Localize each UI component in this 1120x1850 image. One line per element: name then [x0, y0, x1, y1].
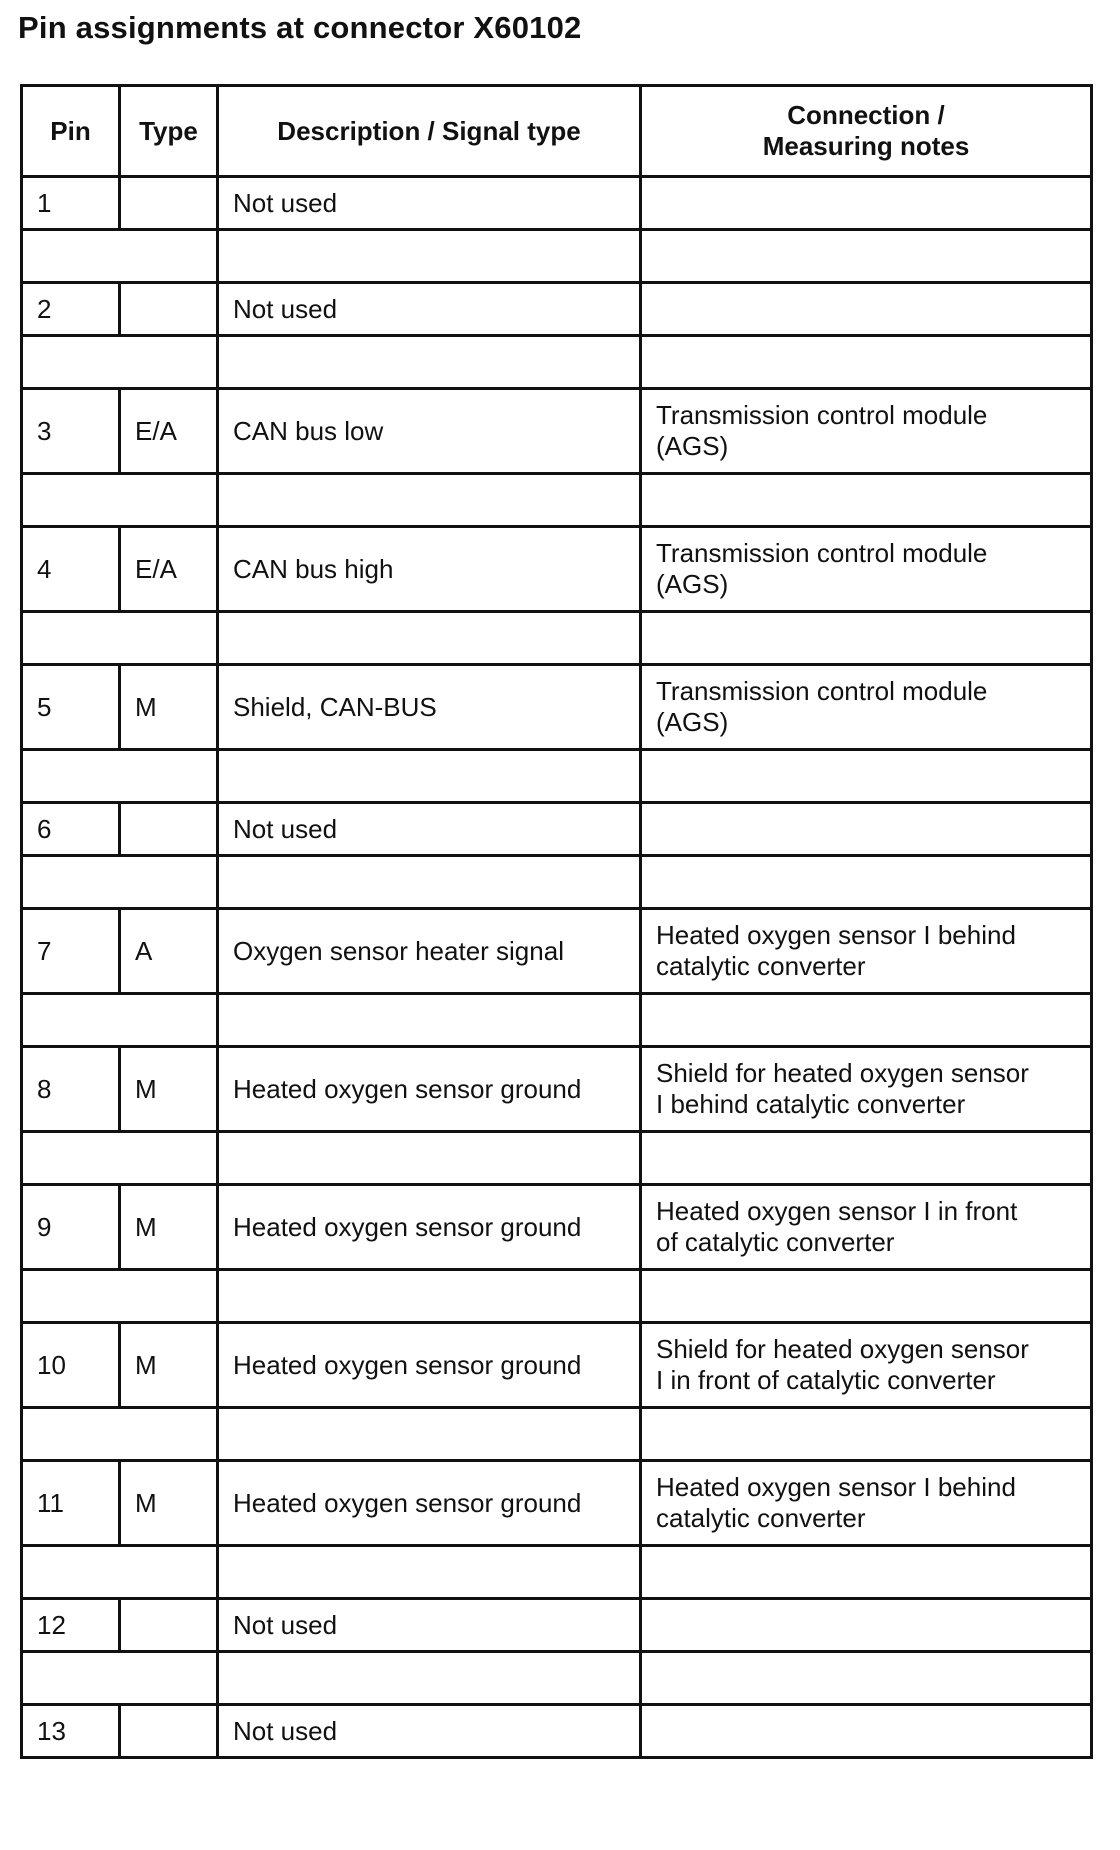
- connection-note-line: Heated oxygen sensor I behind: [656, 1472, 1016, 1502]
- type-cell: [120, 1705, 218, 1758]
- spacer-cell: [22, 750, 218, 803]
- column-header-connection-line1: Connection /: [787, 100, 945, 130]
- table-row: [22, 1705, 1092, 1758]
- spacer-cell: [22, 1132, 218, 1185]
- type-cell: M: [120, 665, 218, 750]
- connection-cell: [641, 1323, 1092, 1408]
- table-row: [22, 389, 1092, 474]
- pin-cell: 1: [22, 177, 120, 230]
- spacer-cell: [218, 1546, 641, 1599]
- connection-cell: [641, 1705, 1092, 1758]
- column-header-type: Type: [120, 86, 218, 177]
- connection-note-line: I in front of catalytic converter: [656, 1365, 996, 1395]
- type-cell: M: [120, 1323, 218, 1408]
- description-cell: Not used: [218, 1705, 641, 1758]
- spacer-row: [22, 474, 1092, 527]
- connection-note-line: (AGS): [656, 569, 729, 599]
- spacer-cell: [641, 230, 1092, 283]
- table-row: [22, 1461, 1092, 1546]
- connection-cell: [641, 1461, 1092, 1546]
- connection-note-line: Shield for heated oxygen sensor: [656, 1058, 1029, 1088]
- table-row: [22, 527, 1092, 612]
- spacer-cell: [218, 856, 641, 909]
- spacer-row: [22, 336, 1092, 389]
- spacer-row: [22, 1270, 1092, 1323]
- spacer-cell: [22, 336, 218, 389]
- column-header-connection: [641, 86, 1092, 177]
- spacer-cell: [218, 336, 641, 389]
- spacer-cell: [22, 474, 218, 527]
- table-row: [22, 1047, 1092, 1132]
- spacer-cell: [641, 856, 1092, 909]
- type-cell: M: [120, 1461, 218, 1546]
- spacer-row: [22, 1652, 1092, 1705]
- spacer-row: [22, 1132, 1092, 1185]
- table-row: [22, 803, 1092, 856]
- spacer-cell: [218, 994, 641, 1047]
- connection-cell: [641, 177, 1092, 230]
- connection-cell: [641, 389, 1092, 474]
- spacer-cell: [218, 1652, 641, 1705]
- spacer-row: [22, 856, 1092, 909]
- description-cell: Oxygen sensor heater signal: [218, 909, 641, 994]
- spacer-cell: [641, 1132, 1092, 1185]
- description-cell: Heated oxygen sensor ground: [218, 1185, 641, 1270]
- spacer-row: [22, 994, 1092, 1047]
- connection-cell: [641, 909, 1092, 994]
- table-row: [22, 909, 1092, 994]
- spacer-cell: [641, 994, 1092, 1047]
- connection-note-line: catalytic converter: [656, 951, 866, 981]
- description-cell: CAN bus high: [218, 527, 641, 612]
- description-cell: Not used: [218, 177, 641, 230]
- type-cell: M: [120, 1185, 218, 1270]
- spacer-cell: [218, 1408, 641, 1461]
- type-cell: M: [120, 1047, 218, 1132]
- pin-cell: 10: [22, 1323, 120, 1408]
- pin-cell: 6: [22, 803, 120, 856]
- description-cell: CAN bus low: [218, 389, 641, 474]
- page-title: Pin assignments at connector X60102: [18, 10, 582, 45]
- connection-note-line: catalytic converter: [656, 1503, 866, 1533]
- spacer-row: [22, 1408, 1092, 1461]
- pin-cell: 4: [22, 527, 120, 612]
- connection-note-line: Heated oxygen sensor I behind: [656, 920, 1016, 950]
- spacer-cell: [22, 612, 218, 665]
- spacer-cell: [218, 1270, 641, 1323]
- connection-note-line: (AGS): [656, 431, 729, 461]
- connection-cell: [641, 283, 1092, 336]
- spacer-row: [22, 750, 1092, 803]
- spacer-cell: [641, 1546, 1092, 1599]
- table-row: [22, 283, 1092, 336]
- spacer-row: [22, 230, 1092, 283]
- connection-cell: [641, 1047, 1092, 1132]
- spacer-cell: [22, 230, 218, 283]
- column-header-connection-line2: Measuring notes: [762, 131, 970, 161]
- table-row: [22, 1185, 1092, 1270]
- spacer-cell: [22, 1652, 218, 1705]
- spacer-cell: [218, 750, 641, 803]
- type-cell: [120, 177, 218, 230]
- spacer-cell: [218, 230, 641, 283]
- connection-note-line: (AGS): [656, 707, 729, 737]
- pin-cell: 7: [22, 909, 120, 994]
- table-body: [22, 177, 1092, 1758]
- spacer-cell: [218, 612, 641, 665]
- table-header-row: [22, 86, 1092, 177]
- connection-cell: [641, 1599, 1092, 1652]
- table-row: [22, 1599, 1092, 1652]
- pin-cell: 11: [22, 1461, 120, 1546]
- spacer-cell: [641, 1408, 1092, 1461]
- type-cell: [120, 283, 218, 336]
- spacer-cell: [22, 994, 218, 1047]
- description-cell: Heated oxygen sensor ground: [218, 1047, 641, 1132]
- connection-cell: [641, 527, 1092, 612]
- connection-cell: [641, 1185, 1092, 1270]
- connection-note-line: Heated oxygen sensor I in front: [656, 1196, 1018, 1226]
- type-cell: [120, 1599, 218, 1652]
- column-header-pin: Pin: [22, 86, 120, 177]
- pin-assignment-table: [20, 84, 1093, 1759]
- description-cell: Shield, CAN-BUS: [218, 665, 641, 750]
- connection-note-line: Transmission control module: [656, 400, 988, 430]
- type-cell: E/A: [120, 389, 218, 474]
- description-cell: Heated oxygen sensor ground: [218, 1323, 641, 1408]
- column-header-description: Description / Signal type: [218, 86, 641, 177]
- connection-note-line: Transmission control module: [656, 676, 988, 706]
- spacer-cell: [641, 750, 1092, 803]
- pin-cell: 13: [22, 1705, 120, 1758]
- spacer-cell: [641, 1652, 1092, 1705]
- pin-cell: 3: [22, 389, 120, 474]
- connection-note-line: Shield for heated oxygen sensor: [656, 1334, 1029, 1364]
- description-cell: Not used: [218, 1599, 641, 1652]
- description-cell: Not used: [218, 283, 641, 336]
- type-cell: E/A: [120, 527, 218, 612]
- pin-cell: 12: [22, 1599, 120, 1652]
- pin-cell: 8: [22, 1047, 120, 1132]
- connection-cell: [641, 665, 1092, 750]
- table-row: [22, 665, 1092, 750]
- spacer-cell: [22, 856, 218, 909]
- spacer-cell: [641, 612, 1092, 665]
- description-cell: Heated oxygen sensor ground: [218, 1461, 641, 1546]
- spacer-cell: [641, 336, 1092, 389]
- type-cell: A: [120, 909, 218, 994]
- connection-note-line: I behind catalytic converter: [656, 1089, 966, 1119]
- spacer-cell: [22, 1270, 218, 1323]
- pin-cell: 9: [22, 1185, 120, 1270]
- pin-cell: 5: [22, 665, 120, 750]
- spacer-cell: [641, 1270, 1092, 1323]
- spacer-cell: [218, 1132, 641, 1185]
- table-row: [22, 1323, 1092, 1408]
- spacer-cell: [641, 474, 1092, 527]
- spacer-row: [22, 1546, 1092, 1599]
- spacer-cell: [22, 1408, 218, 1461]
- connection-note-line: of catalytic converter: [656, 1227, 895, 1257]
- spacer-cell: [218, 474, 641, 527]
- connection-note-line: Transmission control module: [656, 538, 988, 568]
- pin-cell: 2: [22, 283, 120, 336]
- connection-cell: [641, 803, 1092, 856]
- table-row: [22, 177, 1092, 230]
- type-cell: [120, 803, 218, 856]
- description-cell: Not used: [218, 803, 641, 856]
- spacer-cell: [22, 1546, 218, 1599]
- spacer-row: [22, 612, 1092, 665]
